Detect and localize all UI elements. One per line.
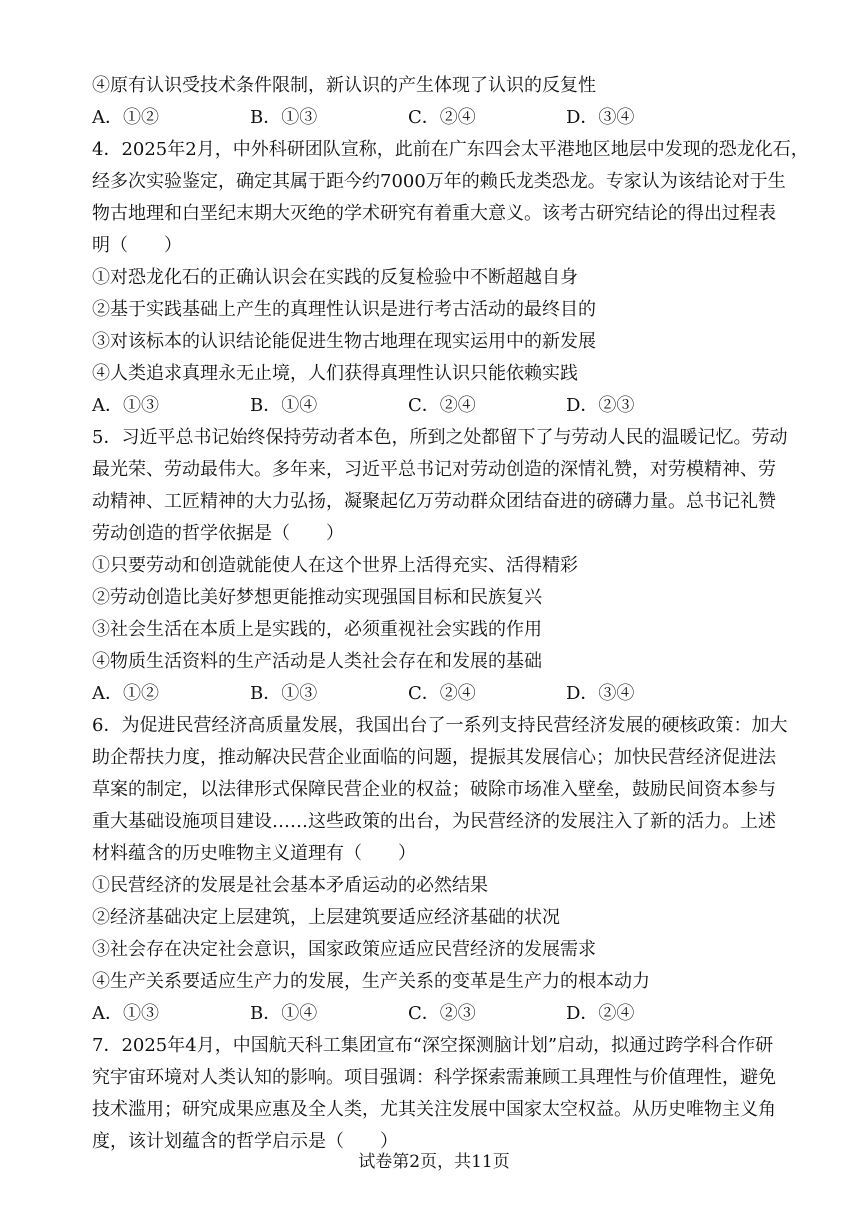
q6-item-4: ④生产关系要适应生产力的发展，生产关系的变革是生产力的根本动力 <box>92 971 650 992</box>
page-footer: 试卷第2页，共11页 <box>358 1152 510 1172</box>
q5-option-b: B．①③ <box>250 683 318 704</box>
q5-stem-line: 5．习近平总书记始终保持劳动者本色，所到之处都留下了与劳动人民的温暖记忆。劳动 <box>92 427 788 448</box>
q6-stem-line: 材料蕴含的历史唯物主义道理有（ ） <box>92 843 416 864</box>
q3-options <box>92 102 808 134</box>
q3-option-d: D．③④ <box>566 107 635 128</box>
q4-stem-line: 经多次实验鉴定，确定其属于距今约7000万年的赖氏龙类恐龙。专家认为该结论对于生 <box>92 171 786 192</box>
q7-stem-line: 7．2025年4月，中国航天科工集团宣布“深空探测脑计划”启动，拟通过跨学科合作研 <box>92 1035 774 1056</box>
q4-stem-line: 物古地理和白垩纪末期大灭绝的学术研究有着重大意义。该考古研究结论的得出过程表 <box>92 203 776 224</box>
q4-item-4: ④人类追求真理永无止境，人们获得真理性认识只能依赖实践 <box>92 363 578 384</box>
q5-item-4: ④物质生活资料的生产活动是人类社会存在和发展的基础 <box>92 651 542 672</box>
q6-option-d: D．②④ <box>566 1003 635 1024</box>
q3-option-b: B．①③ <box>250 107 318 128</box>
q7-stem-line: 度，该计划蕴含的哲学启示是（ ） <box>92 1131 398 1152</box>
q7-stem-line: 究宇宙环境对人类认知的影响。项目强调：科学探索需兼顾工具理性与价值理性，避免 <box>92 1067 776 1088</box>
q6-option-a: A．①③ <box>92 1003 159 1024</box>
q6-option-c: C．②③ <box>408 1003 476 1024</box>
q5-option-d: D．③④ <box>566 683 635 704</box>
q5-stem-line: 劳动创造的哲学依据是（ ） <box>92 523 344 544</box>
q6-stem-line: 重大基础设施项目建设……这些政策的出台，为民营经济的发展注入了新的活力。上述 <box>92 811 776 832</box>
q5-option-a: A．①② <box>92 683 159 704</box>
q4-stem-line: 明（ ） <box>92 235 182 256</box>
question-5 <box>92 422 808 710</box>
q4-option-b: B．①④ <box>250 395 318 416</box>
question-3-tail <box>92 70 808 134</box>
question-6 <box>92 710 808 1030</box>
q5-option-c: C．②④ <box>408 683 476 704</box>
question-7 <box>92 1030 808 1158</box>
q3-option-a: A．①② <box>92 107 159 128</box>
q4-item-1: ①对恐龙化石的正确认识会在实践的反复检验中不断超越自身 <box>92 267 578 288</box>
q3-item-4: ④原有认识受技术条件限制，新认识的产生体现了认识的反复性 <box>92 75 596 96</box>
q5-item-2: ②劳动创造比美好梦想更能推动实现强国目标和民族复兴 <box>92 587 542 608</box>
q6-option-b: B．①④ <box>250 1003 318 1024</box>
q4-options <box>92 390 808 422</box>
q6-item-1: ①民营经济的发展是社会基本矛盾运动的必然结果 <box>92 875 488 896</box>
q5-stem-line: 动精神、工匠精神的大力弘扬，凝聚起亿万劳动群众团结奋进的磅礴力量。总书记礼赞 <box>92 491 776 512</box>
q6-item-2: ②经济基础决定上层建筑，上层建筑要适应经济基础的状况 <box>92 907 560 928</box>
q3-option-c: C．②④ <box>408 107 476 128</box>
q5-options <box>92 678 808 710</box>
q6-stem-line: 助企帮扶力度，推动解决民营企业面临的问题，提振其发展信心；加快民营经济促进法 <box>92 747 776 768</box>
q4-item-3: ③对该标本的认识结论能促进生物古地理在现实运用中的新发展 <box>92 331 596 352</box>
q5-item-1: ①只要劳动和创造就能使人在这个世界上活得充实、活得精彩 <box>92 555 578 576</box>
q6-options <box>92 998 808 1030</box>
q6-item-3: ③社会存在决定社会意识，国家政策应适应民营经济的发展需求 <box>92 939 596 960</box>
q6-stem-line: 草案的制定，以法律形式保障民营企业的权益；破除市场准入壁垒，鼓励民间资本参与 <box>92 779 776 800</box>
q4-item-2: ②基于实践基础上产生的真理性认识是进行考古活动的最终目的 <box>92 299 596 320</box>
q6-stem-line: 6．为促进民营经济高质量发展，我国出台了一系列支持民营经济发展的硬核政策：加大 <box>92 715 788 736</box>
q5-item-3: ③社会生活在本质上是实践的，必须重视社会实践的作用 <box>92 619 542 640</box>
q4-option-d: D．②③ <box>566 395 635 416</box>
question-4 <box>92 134 808 422</box>
q5-stem-line: 最光荣、劳动最伟大。多年来，习近平总书记对劳动创造的深情礼赞，对劳模精神、劳 <box>92 459 776 480</box>
q7-stem-line: 技术滥用；研究成果应惠及全人类，尤其关注发展中国家太空权益。从历史唯物主义角 <box>92 1099 776 1120</box>
q4-stem-line: 4．2025年2月，中外科研团队宣称，此前在广东四会太平港地区地层中发现的恐龙化石， <box>92 139 809 160</box>
q4-option-c: C．②④ <box>408 395 476 416</box>
q4-option-a: A．①③ <box>92 395 159 416</box>
